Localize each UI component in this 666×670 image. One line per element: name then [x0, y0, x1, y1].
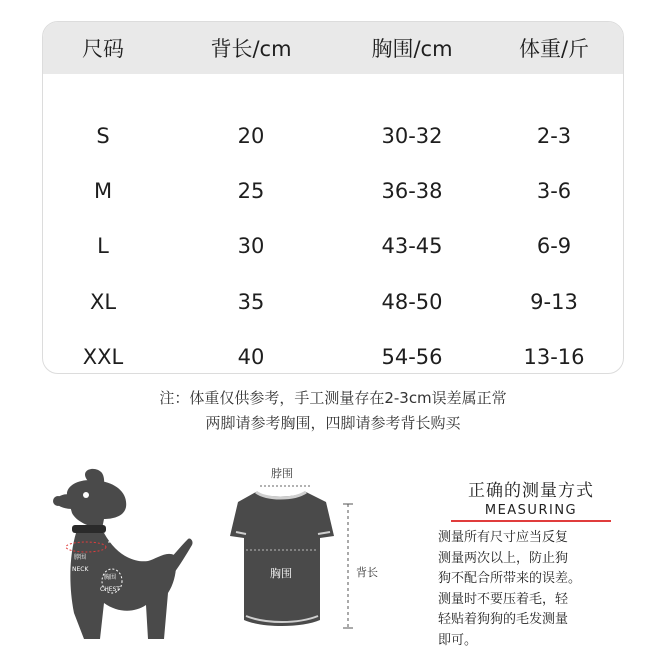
cell-back-length: 20	[237, 123, 265, 148]
measuring-instructions	[436, 528, 626, 652]
instruction-line: 狗不配合所带来的误差。	[438, 571, 582, 587]
size-table	[42, 21, 624, 374]
cell-size: XXL	[82, 345, 124, 370]
shirt-icon	[230, 492, 334, 626]
header-weight: 体重/斤	[518, 37, 590, 61]
neck-label-en: NECK	[72, 566, 89, 573]
shirt-neck-label: 脖围	[271, 467, 293, 480]
cell-size: S	[96, 123, 110, 148]
table-body	[43, 74, 623, 374]
cell-back-length: 25	[237, 179, 265, 204]
instruction-line: 轻贴着狗狗的毛发测量	[438, 612, 569, 628]
chest-label-cn: 胸围	[104, 574, 117, 581]
cell-back-length: 30	[237, 234, 265, 259]
shirt-diagram	[222, 462, 392, 642]
cell-back-length: 35	[237, 289, 265, 314]
dog-diagram	[48, 463, 198, 643]
cell-chest: 43-45	[381, 234, 443, 259]
shirt-chest-label: 胸围	[270, 567, 292, 580]
header-back-length: 背长/cm	[210, 37, 292, 61]
measuring-method	[436, 476, 626, 652]
table-header-row	[43, 22, 623, 74]
measuring-subtitle: MEASURING	[484, 503, 578, 518]
chest-label-en: CHEST	[100, 586, 120, 593]
cell-chest: 48-50	[381, 289, 443, 314]
header-chest: 胸围/cm	[371, 37, 453, 61]
cell-weight: 2-3	[536, 123, 572, 148]
shirt-back-label: 背长	[356, 566, 378, 579]
collar-icon	[72, 525, 106, 533]
note-weight: 注：体重仅供参考，手工测量存在2-3cm误差属正常	[159, 389, 507, 407]
cell-weight: 9-13	[530, 289, 578, 314]
note-purchase: 两脚请参考胸围，四脚请参考背长购买	[205, 414, 461, 432]
table-row	[43, 108, 623, 163]
measuring-title: 正确的测量方式	[468, 481, 594, 501]
cell-size: M	[93, 179, 113, 204]
cell-weight: 13-16	[523, 345, 585, 370]
accent-divider	[451, 520, 611, 522]
instruction-line: 测量所有尺寸应当反复	[438, 530, 569, 545]
instruction-line: 测量时不要压着毛，轻	[438, 591, 569, 607]
cell-weight: 3-6	[536, 179, 572, 204]
header-size: 尺码	[82, 37, 124, 61]
cell-back-length: 40	[237, 345, 265, 370]
cell-size: XL	[89, 289, 117, 314]
cell-weight: 6-9	[536, 234, 572, 259]
cell-size: L	[97, 234, 109, 259]
instruction-line: 测量两次以上，防止狗	[438, 550, 569, 566]
table-row	[43, 330, 623, 374]
cell-chest: 30-32	[381, 123, 443, 148]
table-row	[43, 219, 623, 274]
length-label: LENGTH背长	[110, 534, 147, 541]
neck-label-cn: 脖围	[74, 554, 87, 561]
table-row	[43, 163, 623, 218]
cell-chest: 36-38	[381, 179, 443, 204]
cell-chest: 54-56	[381, 345, 443, 370]
table-row	[43, 274, 623, 329]
instruction-line: 即可。	[438, 632, 478, 648]
